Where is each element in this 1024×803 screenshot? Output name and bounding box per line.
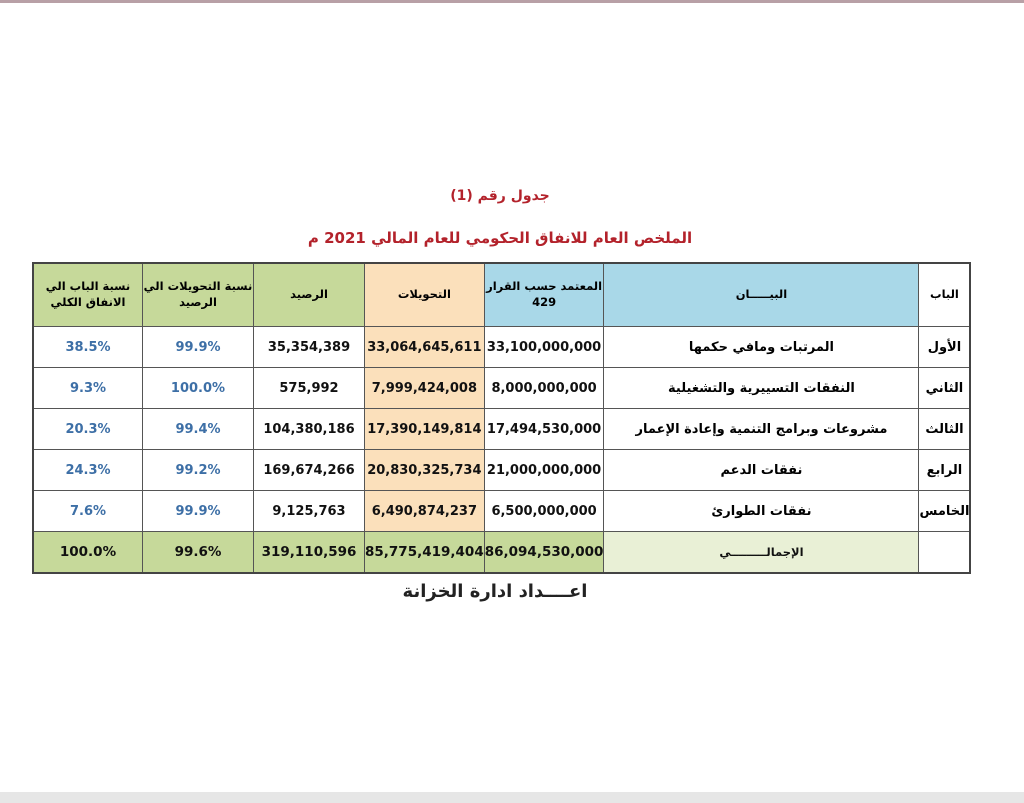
spending-summary-table — [32, 262, 971, 574]
balance-cell: 575,992 — [254, 368, 365, 409]
total-chapter-cell — [919, 532, 971, 574]
budget-cell: 6,500,000,000 — [484, 491, 604, 532]
header-description: البيـــــان — [604, 263, 919, 327]
chapter-cell: الأول — [919, 327, 971, 368]
report-title: الملخص العام للانفاق الحكومي للعام المالي 2021 م — [307, 229, 693, 247]
table-row — [33, 368, 970, 409]
balance-cell: 9,125,763 — [254, 491, 365, 532]
chapter-share-cell: 24.3% — [33, 450, 143, 491]
transfers-cell: 33,064,645,611 — [365, 327, 485, 368]
chapter-share-cell: 7.6% — [33, 491, 143, 532]
description-cell: نفقات الدعم — [604, 450, 919, 491]
header-row — [33, 263, 970, 327]
table-row — [33, 327, 970, 368]
top-border-line — [0, 0, 1024, 3]
total-transfer-ratio-cell: 99.6% — [143, 532, 254, 574]
prepared-by-footer: اعــــداد ادارة الخزانة — [402, 581, 588, 602]
header-balance: الرصيد — [254, 263, 365, 327]
description-cell: النفقات التسييرية والتشغيلية — [604, 368, 919, 409]
total-row — [33, 532, 970, 574]
transfer-ratio-cell: 99.2% — [143, 450, 254, 491]
description-cell: مشروعات وبرامج التنمية وإعادة الإعمار — [604, 409, 919, 450]
balance-cell: 104,380,186 — [254, 409, 365, 450]
total-chapter-share-cell: 100.0% — [33, 532, 143, 574]
transfer-ratio-cell: 100.0% — [143, 368, 254, 409]
total-balance-cell: 319,110,596 — [254, 532, 365, 574]
bottom-edge-shade — [0, 792, 1024, 803]
header-chapter-share: نسبة الباب الي الانفاق الكلي — [33, 263, 143, 327]
transfer-ratio-cell: 99.9% — [143, 491, 254, 532]
header-transfers: التحويلات — [365, 263, 485, 327]
chapter-cell: الثاني — [919, 368, 971, 409]
transfer-ratio-cell: 99.4% — [143, 409, 254, 450]
description-cell: نفقات الطوارئ — [604, 491, 919, 532]
budget-cell: 8,000,000,000 — [484, 368, 604, 409]
transfer-ratio-cell: 99.9% — [143, 327, 254, 368]
description-cell: المرتبات ومافي حكمها — [604, 327, 919, 368]
header-budget: المعتمد حسب القرار 429 — [484, 263, 604, 327]
header-chapter: الباب — [919, 263, 971, 327]
total-transfers-cell: 85,775,419,404 — [365, 532, 485, 574]
budget-cell: 33,100,000,000 — [484, 327, 604, 368]
budget-cell: 17,494,530,000 — [484, 409, 604, 450]
table-number-caption: جدول رقم (1) — [450, 188, 550, 204]
budget-cell: 21,000,000,000 — [484, 450, 604, 491]
balance-cell: 35,354,389 — [254, 327, 365, 368]
transfers-cell: 7,999,424,008 — [365, 368, 485, 409]
balance-cell: 169,674,266 — [254, 450, 365, 491]
header-transfer-ratio: نسبة التحويلات الي الرصيد — [143, 263, 254, 327]
chapter-share-cell: 20.3% — [33, 409, 143, 450]
table-row — [33, 450, 970, 491]
chapter-share-cell: 9.3% — [33, 368, 143, 409]
total-label-cell: الإجمالـــــــــي — [604, 532, 919, 574]
table-row — [33, 409, 970, 450]
total-budget-cell: 86,094,530,000 — [484, 532, 604, 574]
table-row — [33, 491, 970, 532]
chapter-cell: الرابع — [919, 450, 971, 491]
transfers-cell: 20,830,325,734 — [365, 450, 485, 491]
transfers-cell: 17,390,149,814 — [365, 409, 485, 450]
chapter-cell: الخامس — [919, 491, 971, 532]
chapter-cell: الثالث — [919, 409, 971, 450]
chapter-share-cell: 38.5% — [33, 327, 143, 368]
transfers-cell: 6,490,874,237 — [365, 491, 485, 532]
